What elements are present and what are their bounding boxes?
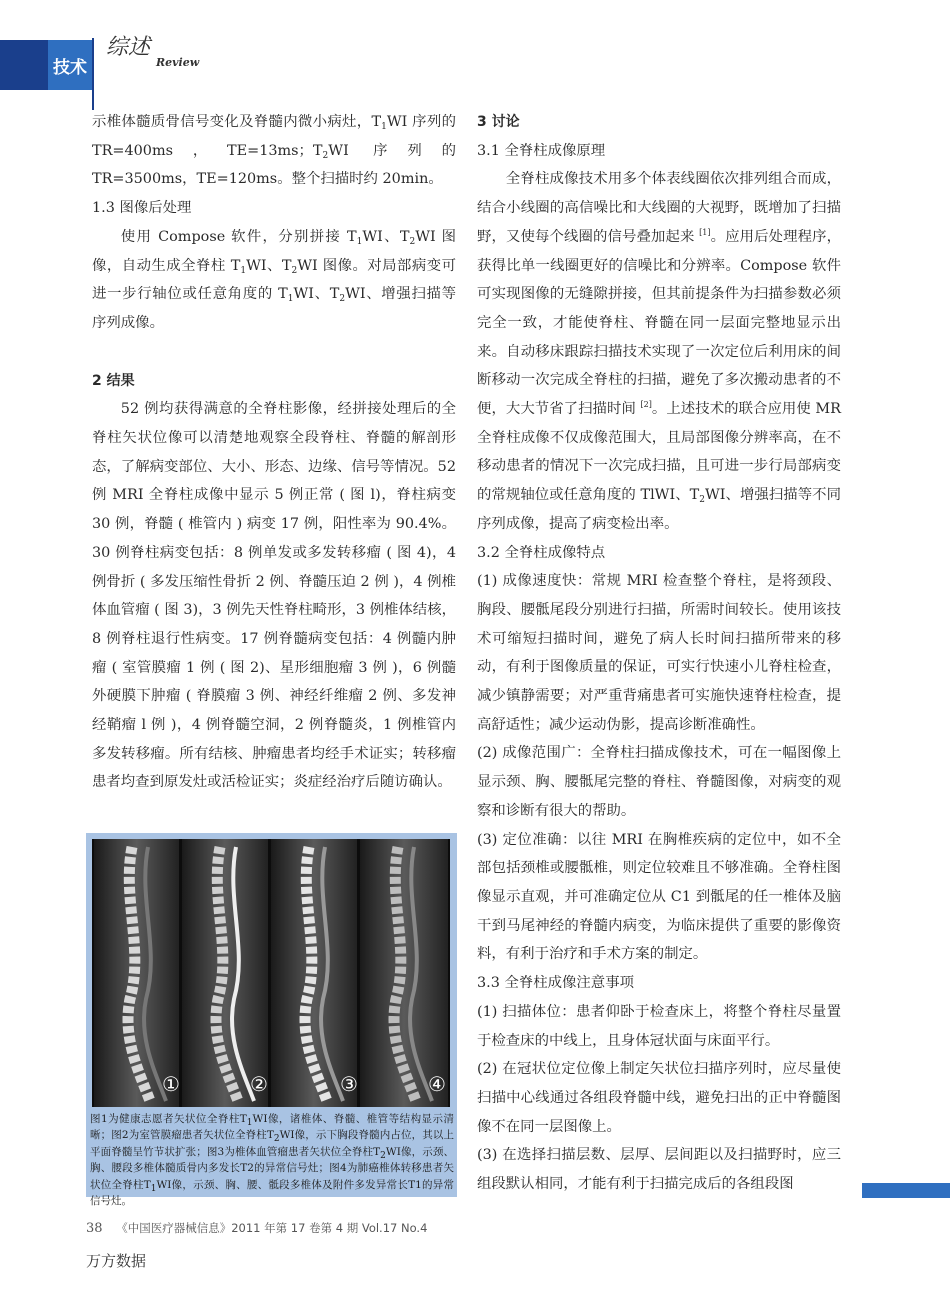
paragraph: (3) 定位准确：以往 MRI 在胸椎疾病的定位中，如不全部包括颈椎或腰骶椎，则定位较难且不够准确。全脊柱图像显示直观，并可准确定位从 C1 到骶尾的任一椎体及脑干到马尾神经的脊髓内病变，为临床提供了重要的影像资料，有利于治疗和手术方案的制定。 bbox=[477, 831, 841, 963]
paragraph: (2) 成像范围广：全脊柱扫描成像技术，可在一幅图像上显示颈、胸、腰骶尾完整的脊柱、脊髓图像，对病变的观察和诊断有很大的帮助。 bbox=[477, 745, 841, 819]
paragraph: (2) 在冠状位定位像上制定矢状位扫描序列时，应尽量使扫描中心线通过各组段脊髓中线，避免扫出的正中脊髓图像不在同一层图像上。 bbox=[477, 1061, 841, 1135]
paragraph: (1) 成像速度快：常规 MRI 检查整个脊柱，是将颈段、胸段、腰骶尾段分别进行扫描，所需时间较长。使用该技术可缩短扫描时间，避免了病人长时间扫描所带来的移动，有利于图像质量的保证，可实行快速小儿脊柱检查，减少镇静需要；对严重背痛患者可实施快速脊柱检查，提高舒适性；减少运动伪影，提高诊断准确性。 bbox=[477, 573, 841, 733]
heading-3-1: 3.1 全脊柱成像原理 bbox=[477, 142, 606, 159]
page-footer bbox=[86, 1220, 427, 1236]
header-divider bbox=[92, 38, 94, 110]
mri-images bbox=[92, 839, 450, 1107]
section-title: 综述 bbox=[106, 35, 151, 60]
mri-image-3 bbox=[271, 839, 357, 1107]
paragraph: 示椎体髓质骨信号变化及脊髓内微小病灶，$T_1WI$ 序列的 TR=400ms，TE=13ms；$T_2WI$ 序列的 TR=3500ms，TE=120ms。整个扫描时约 20min。 bbox=[92, 114, 456, 188]
heading-3-3: 3.3 全脊柱成像注意事项 bbox=[477, 975, 634, 992]
mri-image-2 bbox=[182, 839, 268, 1107]
paragraph: (3) 在选择扫描层数、层厚、层间距以及扫描野时，应三组段默认相同，才能有利于扫描完成后的各组段图 bbox=[477, 1147, 841, 1193]
paragraph: (1) 扫描体位：患者仰卧于检查床上，将整个脊柱尽量置于检查床的中线上，且身体冠状面与床面平行。 bbox=[477, 1003, 841, 1049]
watermark: 万方数据 bbox=[86, 1252, 147, 1270]
section-tab: 技术 bbox=[48, 40, 92, 90]
section-subtitle: Review bbox=[156, 56, 200, 69]
right-column bbox=[477, 108, 841, 1199]
paragraph: 使用 Compose 软件，分别拼接 $T_1WI$、$T_2WI$ 图像，自动生成全脊柱 $T_1WI$、$T_2WI$ 图像。对局部病变可进一步行轴位或任意角度的 $T_1WI$、$T_2WI$、增强扫描等序列成像。 bbox=[92, 228, 457, 331]
mri-image-4 bbox=[360, 839, 448, 1107]
image-label-4: ④ bbox=[428, 1072, 446, 1096]
image-label-2: ② bbox=[250, 1072, 268, 1096]
page-number: 38 bbox=[86, 1221, 103, 1236]
heading-1-3: 1.3 图像后处理 bbox=[92, 200, 192, 217]
heading-3: 3 讨论 bbox=[477, 114, 520, 130]
mri-image-1 bbox=[94, 839, 179, 1107]
heading-3-2: 3.2 全脊柱成像特点 bbox=[477, 544, 606, 561]
image-label-1: ① bbox=[162, 1072, 180, 1096]
paragraph: 52 例均获得满意的全脊柱影像，经拼接处理后的全脊柱矢状位像可以清楚地观察全段脊柱、脊髓的解剖形态，了解病变部位、大小、形态、边缘、信号等情况。52 例 MRI 全脊柱成像中显示 5 例正常 ( 图 l)，脊柱病变 30 例，脊髓 ( 椎管内 ) 病变 17 例，阳性率为 90.4%。30 例脊柱病变包括：8 例单发或多发转移瘤 ( 图 4)，4 例骨折 ( 多发压缩性骨折 2 例、脊髓压迫 2 例 )，4 例椎体血管瘤 ( 图 3)，3 例先天性脊柱畸形，3 例椎体结核，8 例脊柱退行性病变。17 例脊髓病变包括：4 例髓内肿瘤 ( 室管膜瘤 1 例 ( 图 2)、星形细胞瘤 3 例 )，6 例髓外硬膜下肿瘤 ( 脊膜瘤 3 例、神经纤维瘤 2 例、多发神经鞘瘤 l 例 )，4 例脊髓空洞，2 例脊髓炎，1 例椎管内多发转移瘤。所有结核、肿瘤患者均经手术证实；转移瘤患者均查到原发灶或活检证实；炎症经治疗后随访确认。 bbox=[92, 401, 456, 791]
journal-info: 《中国医疗器械信息》2011 年第 17 卷第 4 期 Vol.17 No.4 bbox=[116, 1221, 428, 1235]
left-column bbox=[92, 108, 456, 797]
paragraph: 全脊柱成像技术用多个体表线圈依次排列组合而成，结合小线圈的高信噪比和大线圈的大视野，既增加了扫描野，又使每个线圈的信号叠加起来 [1]。应用后处理程序，获得比单一线圈更好的信噪比和分辨率。Compose 软件可实现图像的无缝隙拼接，但其前提条件为扫描参数必须完全一致，才能使脊柱、脊髓在同一层面完整地显示出来。自动移床跟踪扫描技术实现了一次定位后利用床的间断移动一次完成全脊柱的扫描，避免了多次搬动患者的不便，大大节省了扫描时间 [2]。上述技术的联合应用使 MR 全脊柱成像不仅成像范围大，且局部图像分辨率高，在不移动患者的情况下一次完成扫描，且可进一步行局部病变的常规轴位或任意角度的 TlWI、$T_2WI$、增强扫描等不同序列成像，提高了病变检出率。 bbox=[477, 171, 841, 532]
heading-2: 2 结果 bbox=[92, 372, 135, 389]
figure-caption: 图1为健康志愿者矢状位全脊柱$T_1WI$像，诸椎体、脊髓、椎管等结构显示清晰；图2为室管膜瘤患者矢状位全脊柱$T_2WI$像，示下胸段脊髓内占位，其以上平面脊髓呈竹节状扩张；图3为椎体血管瘤患者矢状位全脊柱$T_2WI$像，示颈、胸、腰段多椎体髓质骨内多发长T2的异常信号灶；图4为肺癌椎体转移患者矢状位全脊柱$T_1WI$像，示颈、胸、腰、骶段多椎体及附件多发异常长T1的异常信号灶。 bbox=[90, 1113, 454, 1208]
image-label-3: ③ bbox=[340, 1072, 358, 1096]
figure-panel bbox=[86, 833, 457, 1208]
edge-bar bbox=[862, 1183, 950, 1198]
